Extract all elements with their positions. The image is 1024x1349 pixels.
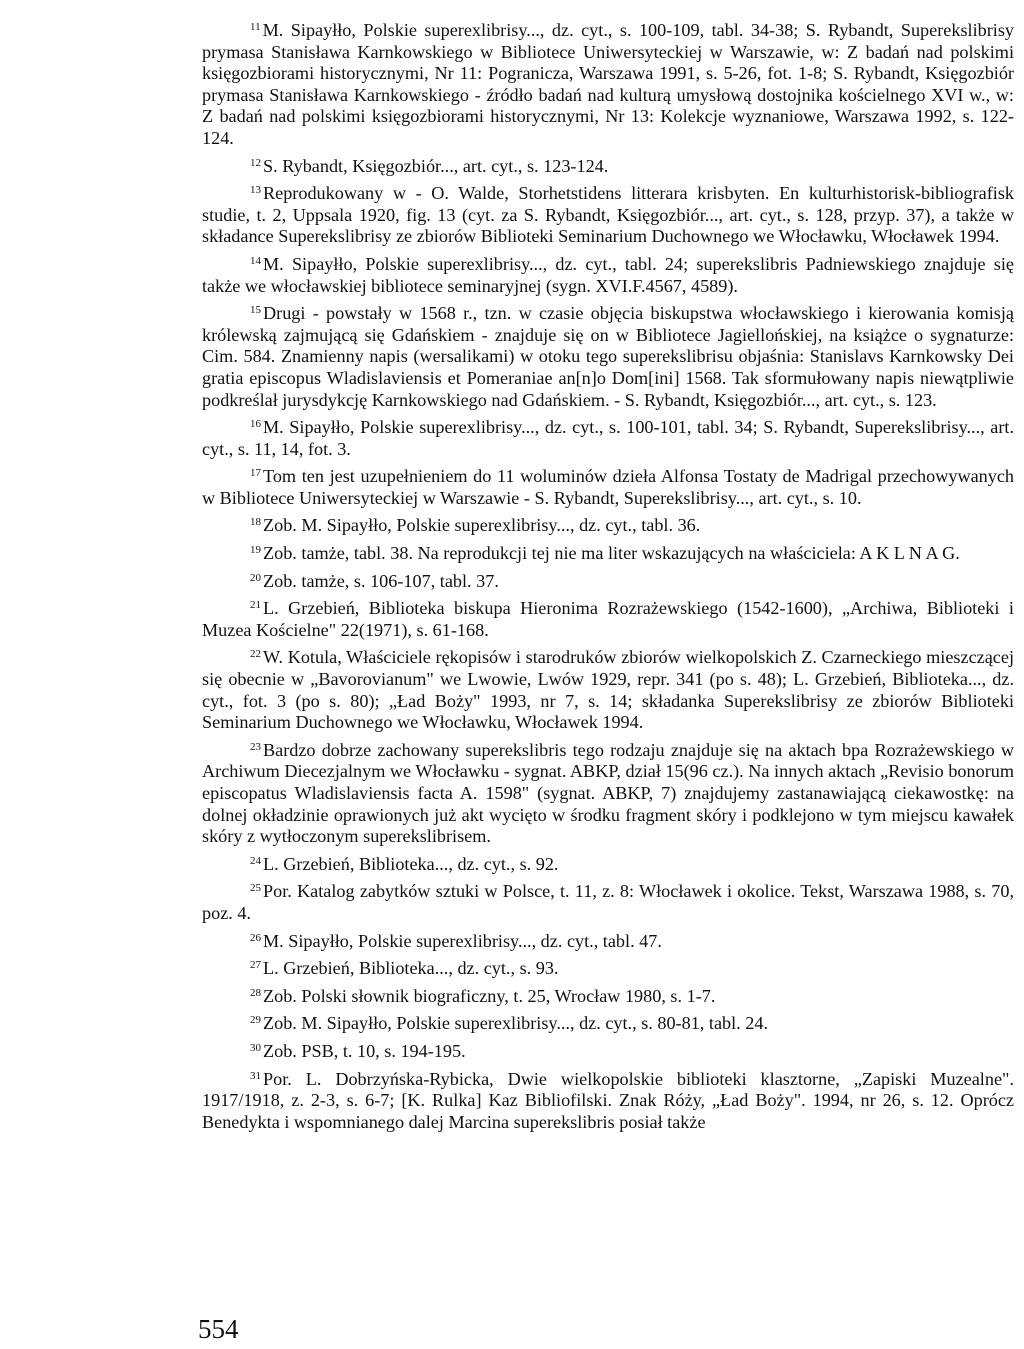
footnote-text: Zob. tamże, s. 106-107, tabl. 37.: [263, 570, 499, 591]
footnote: [202, 515, 1014, 537]
footnote: [202, 543, 1014, 565]
footnote: [202, 1013, 1014, 1035]
footnote-text: S. Rybandt, Księgozbiór..., art. cyt., s. 123-124.: [263, 155, 609, 176]
footnote: [202, 183, 1014, 248]
footnote: [202, 571, 1014, 593]
footnote-text: L. Grzebień, Biblioteka..., dz. cyt., s. 92.: [263, 853, 559, 874]
footnote-text: L. Grzebień, Biblioteka biskupa Hieronima Rozrażewskiego (1542-1600), „Archiwa, Biblioteki i Muzea Kościelne" 22(1971), s. 61-168.: [202, 598, 1014, 640]
footnote-number: 12: [250, 156, 261, 169]
footnote-number: 13: [250, 184, 261, 197]
footnote-text: L. Grzebień, Biblioteka..., dz. cyt., s. 93.: [263, 958, 559, 979]
footnotes-column: [202, 20, 1014, 1139]
footnote-number: 26: [250, 931, 261, 944]
footnote: [202, 647, 1014, 733]
footnote-number: 28: [250, 986, 261, 999]
footnote-text: Bardzo dobrze zachowany superekslibris tego rodzaju znajduje się na aktach bpa Rozrażewskiego w Archiwum Diecezjalnym we Włocławku - sygnat. ABKP, dział 15(96 cz.). Na innych aktach „Revisio bonorum episcopatus Wladislaviensis facta A. 1598" (sygnat. ABKP, 7) znajdujemy zastanawiającą ciekawostkę: na dolnej okładzinie oprawionych już akt wycięto w środku fragment skóry i podklejono w tym miejscu kawałek skóry z wytłoczonym superekslibrisem.: [202, 739, 1014, 847]
footnote-number: 19: [250, 544, 261, 557]
footnote: [202, 20, 1014, 150]
footnote-number: 23: [250, 740, 261, 753]
footnote-number: 31: [250, 1069, 261, 1082]
footnote-text: M. Sipayłło, Polskie superexlibrisy..., dz. cyt., s. 100-101, tabl. 34; S. Rybandt, Superekslibrisy..., art. cyt., s. 11, 14, fot. 3.: [202, 417, 1014, 459]
footnote-text: Por. L. Dobrzyńska-Rybicka, Dwie wielkopolskie biblioteki klasztorne, „Zapiski Muzealne". 1917/1918, z. 2-3, s. 6-7; [K. Rulka] Kaz Bibliofilski. Znak Róży, „Ład Boży". 1994, nr 26, s. 12. Oprócz Benedykta i wspomnianego dalej Marcina superekslibris posiał także: [202, 1068, 1014, 1132]
footnote-text: W. Kotula, Właściciele rękopisów i starodruków zbiorów wielkopolskich Z. Czarneckiego mieszczącej się obecnie w „Bavorovianum" we Lwowie, Lwów 1929, repr. 341 (po s. 48); L. Grzebień, Biblioteka..., dz. cyt., fot. 3 (po s. 80); „Ład Boży" 1993, nr 7, s. 14; składanka Superekslibrisy ze zbiorów Biblioteki Seminarium Duchownego we Włocławku, Włocławek 1994.: [202, 647, 1014, 733]
footnote: [202, 854, 1014, 876]
footnote: [202, 254, 1014, 297]
footnote-number: 18: [250, 516, 261, 529]
footnote-number: 27: [250, 959, 261, 972]
footnote: [202, 986, 1014, 1008]
footnote: [202, 303, 1014, 411]
footnote-number: 29: [250, 1014, 261, 1027]
footnote-text: M. Sipayłło, Polskie superexlibrisy..., dz. cyt., tabl. 24; superekslibris Padniewskiego znajduje się także we włocławskiej bibliotece seminaryjnej (sygn. XVI.F.4567, 4589).: [202, 253, 1014, 296]
footnote-number: 20: [250, 571, 261, 584]
footnote: [202, 958, 1014, 980]
footnote-text: Tom ten jest uzupełnieniem do 11 woluminów dzieła Alfonsa Tostaty de Madrigal przechowywanych w Bibliotece Uniwersyteckiej w Warszawie - S. Rybandt, Superekslibrisy..., art. cyt., s. 10.: [202, 466, 1014, 508]
footnote-number: 15: [250, 304, 261, 317]
footnote: [202, 156, 1014, 178]
footnote-number: 30: [250, 1041, 261, 1054]
footnote-number: 11: [250, 21, 261, 33]
footnote: [202, 417, 1014, 460]
footnote-text: Zob. tamże, tabl. 38. Na reprodukcji tej nie ma liter wskazujących na właściciela: A K L N A G.: [263, 543, 960, 564]
footnote-number: 22: [250, 648, 261, 661]
footnote-text: M. Sipayłło, Polskie superexlibrisy..., dz. cyt., tabl. 47.: [263, 930, 662, 951]
footnote-number: 24: [250, 854, 261, 867]
footnote: [202, 881, 1014, 924]
footnote-number: 16: [250, 418, 261, 431]
footnote-text: Por. Katalog zabytków sztuki w Polsce, t. 11, z. 8: Włocławek i okolice. Tekst, Warszawa 1988, s. 70, poz. 4.: [202, 881, 1014, 923]
footnote: [202, 1041, 1014, 1063]
footnote-text: M. Sipayłło, Polskie superexlibrisy..., dz. cyt., s. 100-109, tabl. 34-38; S. Rybandt, Superekslibrisy prymasa Stanisława Karnkowskiego w Bibliotece Uniwersyteckiej w Warszawie, w: Z badań nad polskimi księgozbiorami historycznymi, Nr 11: Pogranicza, Warszawa 1991, s. 5-26, fot. 1-8; S. Rybandt, Księgozbiór prymasa Stanisława Karnkowskiego - źródło badań nad kulturą umysłową dostojnika kościelnego XVI w., w: Z badań nad polskimi księgozbiorami historycznymi, Nr 13: Kolekcje wyznaniowe, Warszawa 1992, s. 122-124.: [202, 20, 1014, 148]
footnote-text: Zob. M. Sipayłło, Polskie superexlibrisy..., dz. cyt., tabl. 36.: [263, 515, 701, 536]
footnote-number: 25: [250, 882, 261, 895]
footnote-number: 21: [250, 599, 261, 612]
page-number: 554: [198, 1314, 239, 1344]
footnote: [202, 740, 1014, 848]
footnote-text: Reprodukowany w - O. Walde, Storhetstidens litterara krisbyten. En kulturhistorisk-bibliografisk studie, t. 2, Uppsala 1920, fig. 13 (cyt. za S. Rybandt, Księgozbiór..., art. cyt., s. 128, przyp. 37), a także w składance Superekslibrisy ze zbiorów Biblioteki Seminarium Duchownego we Włocławku, Włocławek 1994.: [202, 183, 1014, 247]
footnote-number: 14: [250, 254, 261, 267]
footnote-text: Zob. M. Sipayłło, Polskie superexlibrisy..., dz. cyt., s. 80-81, tabl. 24.: [263, 1013, 768, 1034]
footnote: [202, 1069, 1014, 1134]
footnote-text: Zob. PSB, t. 10, s. 194-195.: [263, 1040, 466, 1061]
footnote: [202, 598, 1014, 641]
footnote-text: Drugi - powstały w 1568 r., tzn. w czasie objęcia biskupstwa włocławskiego i kierowania komisją królewską zajmującą się Gdańskiem - znajduje się on w Bibliotece Jagiellońskiej, na książce o sygnaturze: Cim. 584. Znamienny napis (wersalikami) w otoku tego superekslibrisu objaśnia: Stanislavs Karnkowsky Dei gratia episcopus Wladislaviensis et Pomeraniae an[n]o Dom[ini] 1568. Tak sformułowany napis niewątpliwie podkreślał jurysdykcję Karnkowskiego nad Gdańskiem. - S. Rybandt, Księgozbiór..., art. cyt., s. 123.: [202, 303, 1014, 410]
footnote: [202, 931, 1014, 953]
footnote-text: Zob. Polski słownik biograficzny, t. 25, Wrocław 1980, s. 1-7.: [263, 985, 716, 1006]
footnote: [202, 466, 1014, 509]
footnote-number: 17: [250, 467, 261, 480]
